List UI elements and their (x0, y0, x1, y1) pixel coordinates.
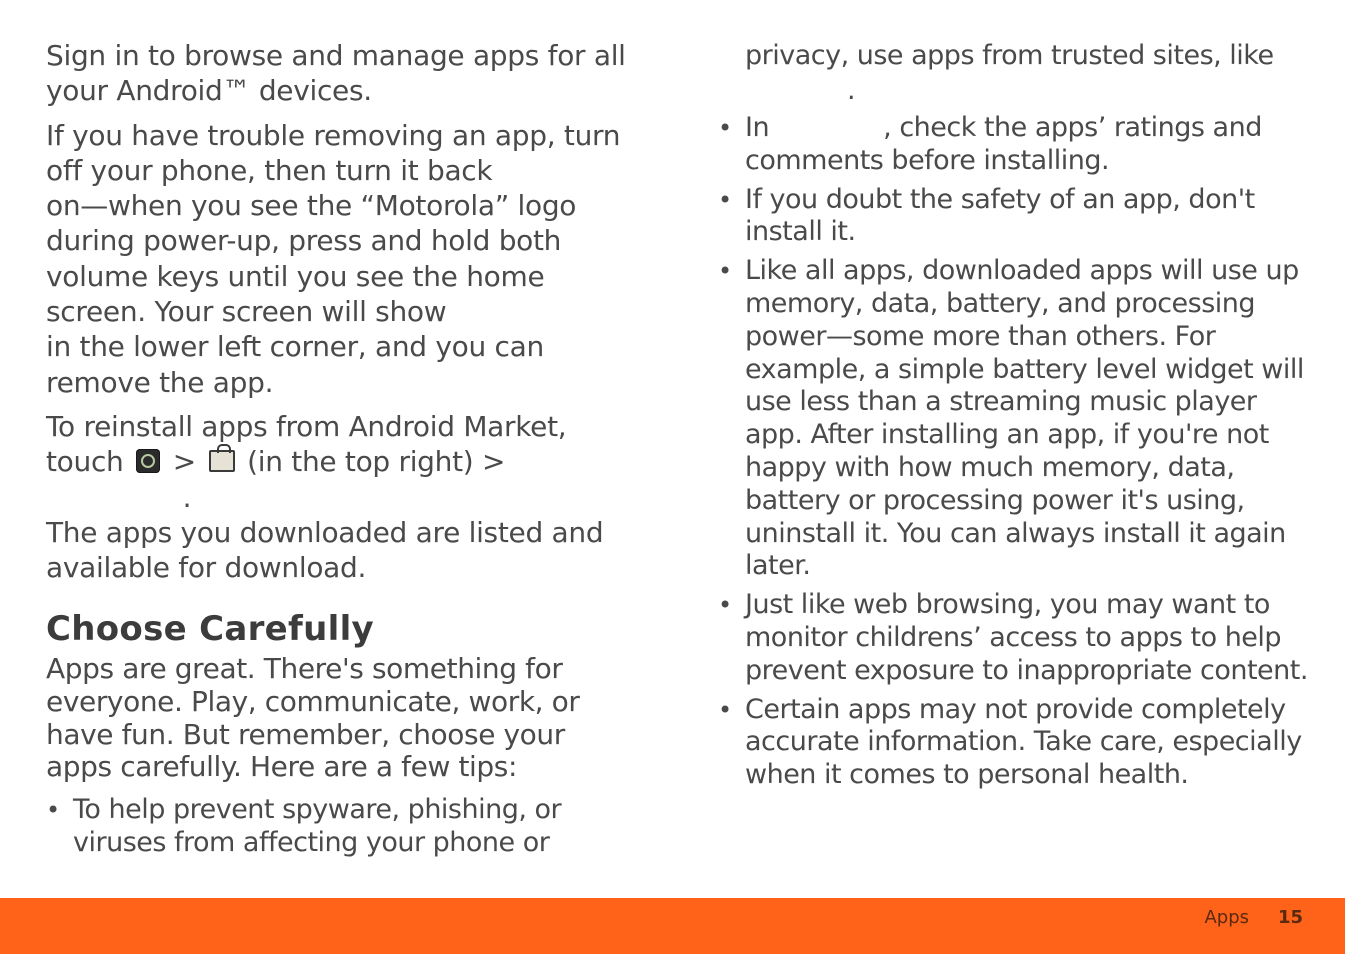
list-item (718, 112, 1318, 178)
list-item (46, 794, 636, 860)
remove-line-3: on—when you see the “Motorola” logo (46, 189, 577, 223)
top-right-text: (in the top right) > (247, 445, 506, 479)
intro-line-2: everyone. Play, communicate, work, or (46, 685, 580, 719)
reinstall-paragraph (46, 409, 636, 585)
bullet-dot: • (46, 795, 60, 824)
tip-3-text: If you doubt the safety of an app, don't install it. (745, 183, 1255, 248)
shopping-bag-icon (209, 450, 235, 472)
tip-1-line-3: privacy, use apps from trusted sites, like (745, 40, 1274, 71)
remove-line-4: during power-up, press and hold both (46, 224, 562, 258)
remove-line-7: in the lower left corner, and you can (46, 330, 544, 364)
list-item (718, 589, 1318, 687)
remove-line-2: off your phone, then turn it back (46, 153, 493, 187)
remove-line-1: If you have trouble removing an app, turn (46, 118, 621, 152)
intro-line-1: Apps are great. There's something for (46, 652, 563, 686)
reinstall-line-4: available for download. (46, 551, 367, 585)
footer-bar (0, 898, 1345, 954)
touch-word: touch (46, 445, 124, 479)
bullet-dot: • (718, 185, 732, 214)
intro-paragraph (46, 653, 636, 783)
separator: > (172, 445, 196, 479)
page-number: 15 (1277, 907, 1303, 928)
right-column (718, 38, 1318, 798)
tip-1-period: . (847, 75, 856, 106)
list-item (718, 255, 1318, 583)
tips-list-continued (718, 112, 1318, 792)
remove-app-paragraph (46, 118, 636, 400)
list-item (718, 184, 1318, 250)
tip-1-line-1: To help prevent spyware, phishing, or (73, 793, 562, 825)
bullet-dot: • (718, 695, 732, 724)
left-column (46, 38, 636, 865)
section-heading: Choose Carefully (46, 609, 374, 650)
reinstall-period: . (182, 480, 192, 514)
remove-line-5: volume keys until you see the home (46, 259, 545, 293)
signin-paragraph: Sign in to browse and manage apps for all your Android™ devices. (46, 39, 626, 108)
tip-2-suffix: , check the apps’ ratings and comments before installing. (745, 112, 1262, 176)
market-icon (136, 449, 160, 473)
intro-line-3: have fun. But remember, choose your (46, 717, 565, 751)
remove-line-8: remove the app. (46, 365, 274, 399)
bullet-dot: • (718, 591, 732, 620)
bullet-dot: • (718, 257, 732, 286)
tips-list (46, 794, 636, 860)
reinstall-line-1: To reinstall apps from Android Market, (46, 409, 567, 443)
intro-line-4: apps carefully. Here are a few tips: (46, 750, 517, 784)
tip-6-text: Certain apps may not provide completely accurate information. Take care, especially when it comes to personal health. (745, 693, 1302, 791)
tip-5-text: Just like web browsing, you may want to monitor childrens’ access to apps to help prevent exposure to inappropriate content. (745, 589, 1308, 686)
tip-1-continuation (718, 38, 1318, 108)
reinstall-line-3: The apps you downloaded are listed and (46, 515, 604, 549)
list-item (718, 694, 1318, 792)
bullet-dot: • (718, 114, 732, 142)
tip-2-prefix: In (745, 112, 770, 143)
remove-line-6: screen. Your screen will show (46, 295, 447, 329)
footer-section-label: Apps (1204, 907, 1249, 928)
tip-1-line-2: viruses from affecting your phone or (73, 826, 550, 858)
tip-4-text: Like all apps, downloaded apps will use up memory, data, battery, and processing power—some more than others. For example, a simple battery level widget will use less than a streaming music player app. After installing an app, if you're not happy with how much memory, data, battery or processing power it's using, uninstall it. You can always install it again later. (745, 255, 1304, 582)
